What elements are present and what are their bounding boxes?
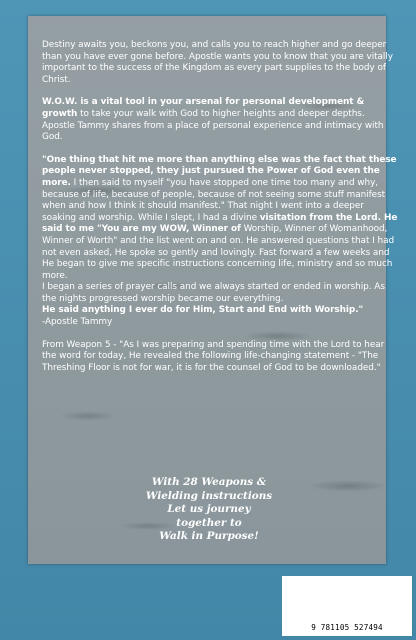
testimony-highlight-a: "One thing that hit me more than anything else was the fact that these people never stopped, they just pursued the Power of God even the more. xyxy=(42,154,397,188)
testimony-text-a: I then said to myself "you have stopped one time too many and why, because of life, because of people, because of not seeing some stuff manifest when and how I think it should manifest." That night I went into a deeper soaking and worship. While I slept, I had a divine xyxy=(42,177,386,223)
cover-text xyxy=(42,40,398,385)
weapon-paragraph xyxy=(42,340,398,375)
testimony-highlight-b: visitation from the Lord. He said to me "You are my WOW, Winner of xyxy=(42,212,398,235)
prayer-text: I began a series of prayer calls and we always started or ended in worship. As the nights progressed worship became our everything. xyxy=(42,282,385,304)
testimony-text-b: Worship, Winner of Womanhood, Winner of Worth" and the list went on and on. He answered questions that I had not even asked, He spoke so gently and lovingly. Fast forward a few weeks and He began to give me specific instructions concerning life, ministry and so much more. xyxy=(42,224,395,281)
isbn-barcode xyxy=(282,576,412,636)
closing-statement xyxy=(124,476,294,544)
prayer-paragraph xyxy=(42,282,398,328)
closing-line-5: Walk in Purpose! xyxy=(159,530,259,542)
signature: -Apostle Tammy xyxy=(42,317,113,328)
closing-line-2: Wielding instructions xyxy=(145,489,273,502)
wow-paragraph xyxy=(42,97,398,143)
closing-line-4: together to xyxy=(176,516,242,529)
barcode-digits: 9 781105 527494 xyxy=(311,623,383,632)
wow-text: to take your walk with God to higher heights and deeper depths. Apostle Tammy shares from a place of personal experience and intimacy with God. xyxy=(42,108,384,143)
closing-line-1: With 28 Weapons & xyxy=(151,476,267,488)
wow-highlight: W.O.W. is a vital tool in your arsenal for personal development & growth xyxy=(42,97,365,119)
intro-paragraph xyxy=(42,40,398,86)
intro-text: Destiny awaits you, beckons you, and calls you to reach higher and go deeper than you have ever gone before. Apostle wants you to know that you are vitally important to the success of the Kingdom as every part supplies to the body of Christ. xyxy=(42,40,393,85)
testimony-paragraph xyxy=(42,155,398,283)
barcode-bars xyxy=(288,580,406,622)
prayer-highlight: He said anything I ever do for Him, Start and End with Worship." xyxy=(42,305,364,316)
closing-line-3: Let us journey xyxy=(167,503,251,515)
weapon-text: From Weapon 5 - "As I was preparing and spending time with the Lord to hear the word for today, He revealed the following life-changing statement - "The Threshing Floor is not for war, it is for the counsel of God to be downloaded." xyxy=(42,339,385,373)
